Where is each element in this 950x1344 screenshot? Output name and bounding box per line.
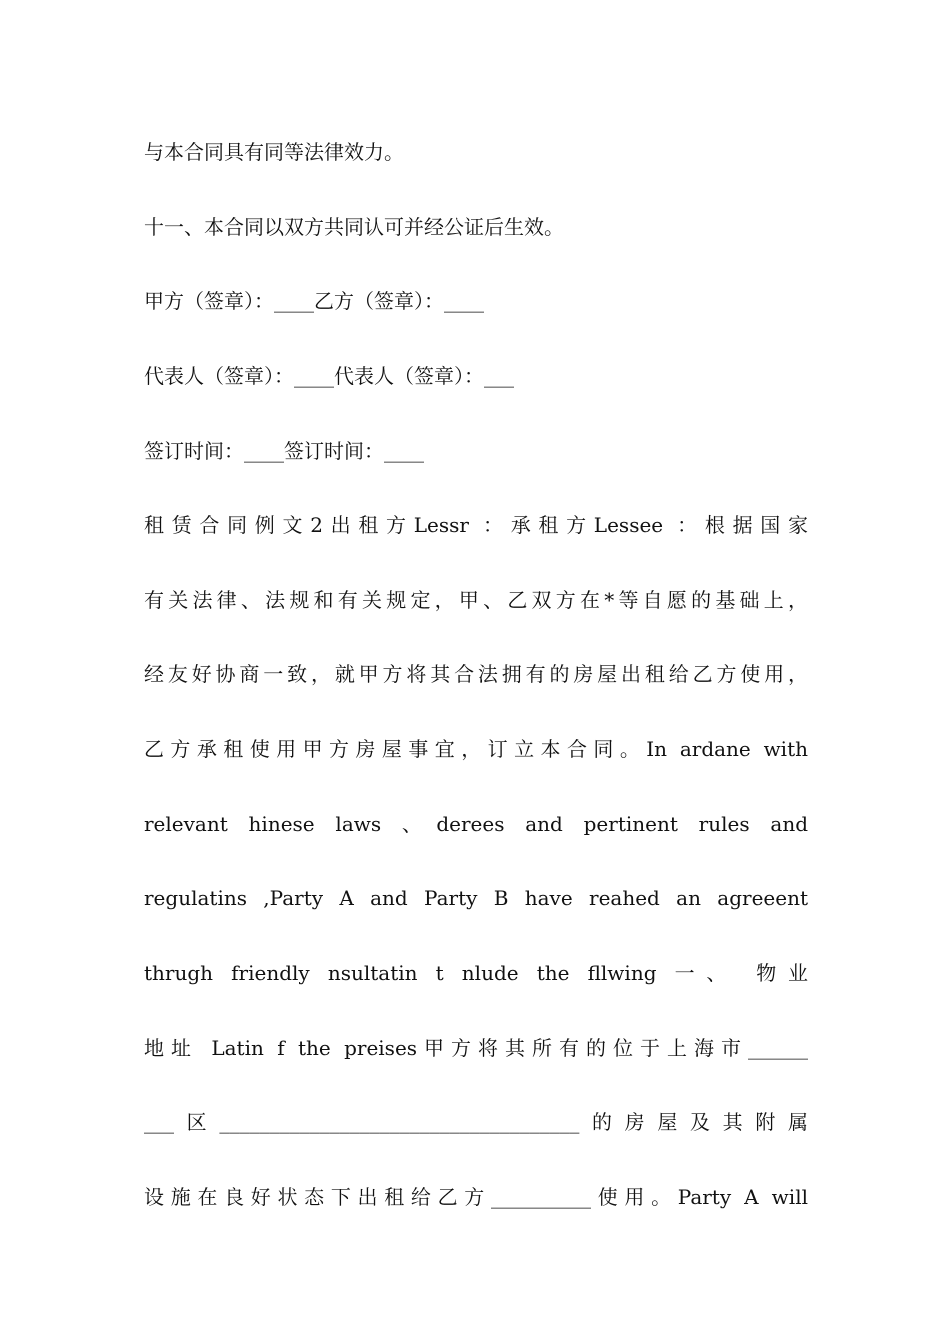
- text-line-12: thrugh friendly nsultatin t nlude the fllwing 一、 物业: [144, 961, 808, 985]
- text-line-15: 设施在良好状态下出租给乙方__________使用。Party A will: [144, 1185, 808, 1209]
- text-line-2: 十一、本合同以双方共同认可并经公证后生效。: [144, 215, 564, 239]
- text-line-1: 与本合同具有同等法律效力。: [144, 140, 404, 164]
- text-line-14: ___区____________________________________的房屋及其附属: [144, 1110, 808, 1134]
- text-line-7: 有关法律、法规和有关规定，甲、乙双方在*等自愿的基础上，: [144, 588, 808, 612]
- text-line-6: 租赁合同例文2出租方Lessr ：承租方Lessee ：根据国家: [144, 513, 808, 537]
- signing-date-line: 签订时间：____签订时间：____: [144, 439, 424, 463]
- signature-line-party: 甲方（签章）：____乙方（签章）：____: [144, 289, 484, 313]
- text-line-8: 经友好协商一致，就甲方将其合法拥有的房屋出租给乙方使用，: [144, 662, 808, 686]
- text-line-10: relevant hinese laws 、derees and pertinent rules and: [144, 812, 808, 836]
- text-line-13: 地址 Latin f the preises甲方将其所有的位于上海市______: [144, 1036, 808, 1060]
- signature-line-representative: 代表人（签章）：____代表人（签章）：___: [144, 364, 514, 388]
- text-line-11: regulatins ,Party A and Party B have reahed an agreeent: [144, 886, 808, 910]
- text-line-9: 乙方承租使用甲方房屋事宜，订立本合同。In ardane with: [144, 737, 808, 761]
